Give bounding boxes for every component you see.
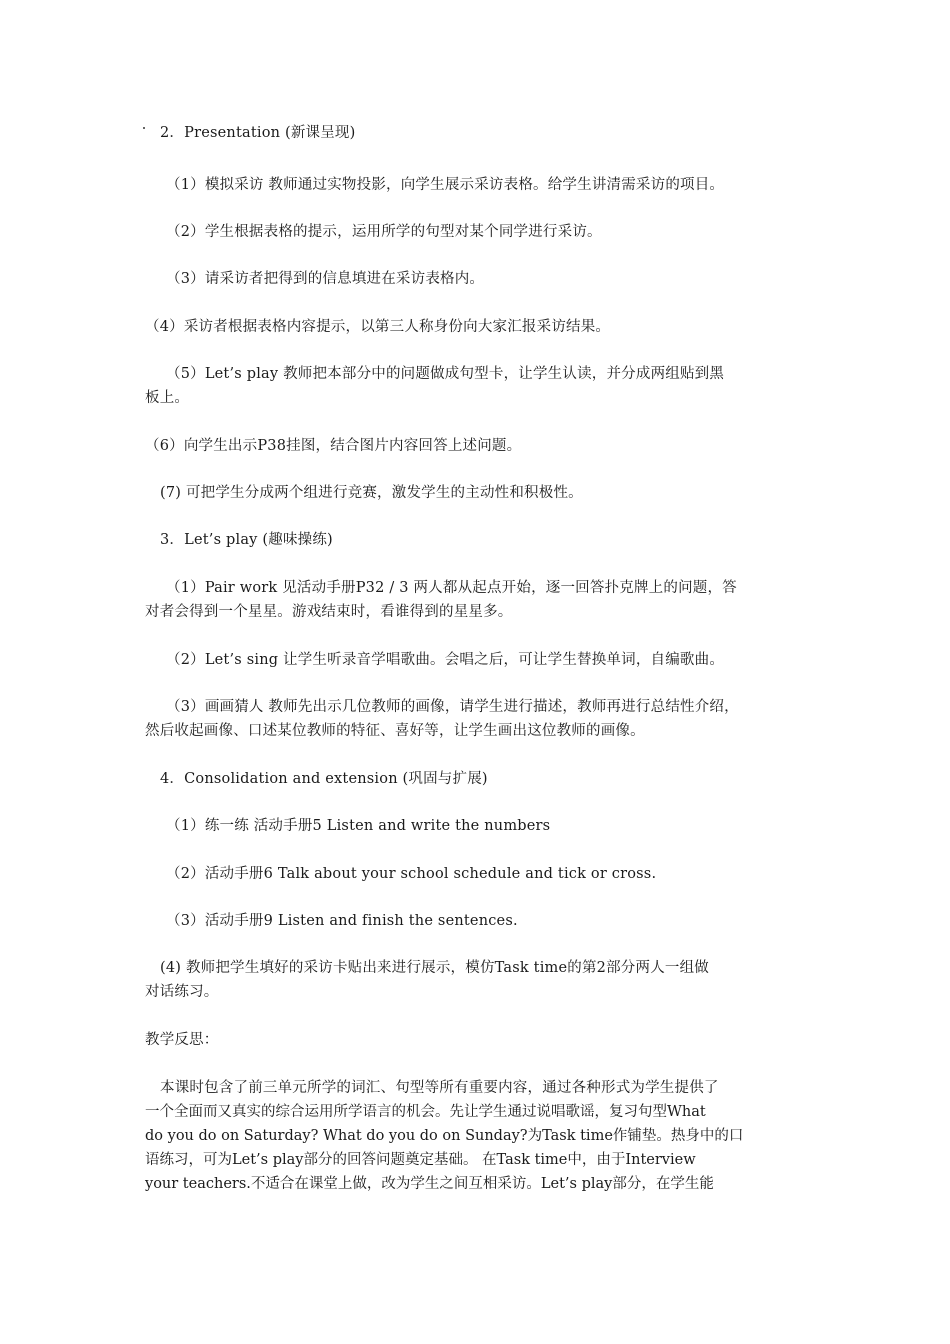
reflection-line-3: do you do on Saturday? What do you do on Sunday?为Task time作铺垫。热身中的口 (145, 1128, 744, 1144)
presentation-item-7: (7) 可把学生分成两个组进行竞赛，激发学生的主动性和积极性。 (160, 485, 583, 501)
consolidation-item-2: （2）活动手册6 Talk about your school schedule and tick or cross. (166, 866, 657, 882)
presentation-item-5: （5）Let’s play 教师把本部分中的问题做成句型卡，让学生认读，并分成两组贴到黑 (166, 366, 725, 382)
consolidation-heading: 4．Consolidation and extension (巩固与扩展) (160, 771, 488, 787)
play-item-1-cont: 对者会得到一个星星。游戏结束时，看谁得到的星星多。 (145, 604, 513, 620)
play-heading: 3．Let’s play (趣味操练) (160, 532, 333, 548)
reflection-line-5: your teachers.不适合在课堂上做，改为学生之间互相采访。Let’s play部分，在学生能 (145, 1176, 714, 1192)
reflection-line-4: 语练习，可为Let’s play部分的回答问题奠定基础。 在Task time中，由于Interview (145, 1152, 696, 1168)
play-item-3: （3）画画猜人 教师先出示几位教师的画像，请学生进行描述，教师再进行总结性介绍， (166, 699, 739, 715)
play-item-2: （2）Let’s sing 让学生听录音学唱歌曲。会唱之后，可让学生替换单词，自编歌曲。 (166, 652, 725, 668)
presentation-item-1: （1）模拟采访 教师通过实物投影，向学生展示采访表格。给学生讲清需采访的项目。 (166, 177, 725, 193)
presentation-item-2: （2）学生根据表格的提示，运用所学的句型对某个同学进行采访。 (166, 224, 602, 240)
consolidation-item-1: （1）练一练 活动手册5 Listen and write the numbers (166, 818, 551, 834)
presentation-item-5-cont: 板上。 (145, 390, 190, 406)
presentation-item-6: （6）向学生出示P38挂图，结合图片内容回答上述问题。 (145, 438, 522, 454)
play-item-3-cont: 然后收起画像、口述某位教师的特征、喜好等，让学生画出这位教师的画像。 (145, 723, 645, 739)
presentation-item-3: （3）请采访者把得到的信息填进在采访表格内。 (166, 271, 485, 287)
reflection-line-1: 本课时包含了前三单元所学的词汇、句型等所有重要内容，通过各种形式为学生提供了 (160, 1080, 719, 1096)
play-item-1: （1）Pair work 见活动手册P32 / 3 两人都从起点开始，逐一回答扑克牌上的问题，答 (166, 580, 737, 596)
consolidation-item-4: (4) 教师把学生填好的采访卡贴出来进行展示，模仿Task time的第2部分两人一组做 (160, 960, 709, 976)
consolidation-item-4-cont: 对话练习。 (145, 984, 219, 1000)
bullet-dot (143, 127, 145, 129)
presentation-item-4: （4）采访者根据表格内容提示，以第三人称身份向大家汇报采访结果。 (145, 319, 611, 335)
reflection-heading: 教学反思： (145, 1032, 219, 1048)
presentation-heading: 2．Presentation (新课呈现) (160, 125, 356, 141)
consolidation-item-3: （3）活动手册9 Listen and finish the sentences. (166, 913, 518, 929)
reflection-line-2: 一个全面而又真实的综合运用所学语言的机会。先让学生通过说唱歌谣，复习句型What (145, 1104, 706, 1120)
